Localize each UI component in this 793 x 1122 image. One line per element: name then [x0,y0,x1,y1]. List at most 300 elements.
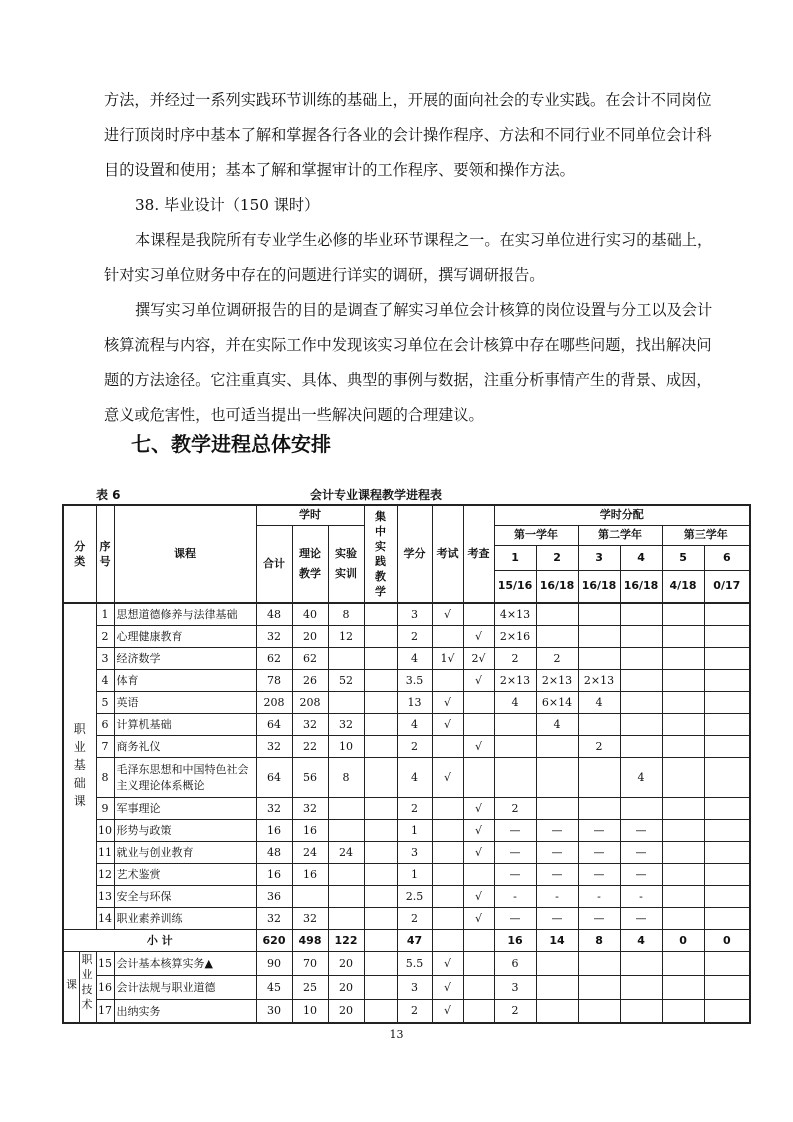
table-row [63,669,750,691]
cell-credits: 3 [397,603,432,625]
cell-exam: √ [432,603,463,625]
cell-check [463,999,494,1023]
subtotal-s4: 4 [620,929,662,951]
cell-exam [432,735,463,757]
cell-s1: 4×13 [494,603,536,625]
cell-credits: 4 [397,713,432,735]
cell-no: 8 [96,757,114,797]
subtotal-s3: 8 [578,929,620,951]
cell-s2 [536,797,578,819]
cell-check [463,975,494,999]
cell-s1: 3 [494,975,536,999]
cell-lab: 20 [328,999,364,1023]
table-row [63,797,750,819]
cell-s4: 4 [620,757,662,797]
cell-s2 [536,735,578,757]
cell-theory: 26 [292,669,328,691]
header-hours: 学时 [256,505,364,525]
cell-s4 [620,735,662,757]
cell-s2: — [536,819,578,841]
cell-s5 [662,907,704,929]
cell-s3 [578,713,620,735]
cell-name: 艺术鉴赏 [114,863,256,885]
cell-check: 2√ [463,647,494,669]
cell-s5 [662,951,704,975]
cell-s6 [704,951,750,975]
cell-theory: 62 [292,647,328,669]
cell-s3 [578,951,620,975]
header-semester-5: 5 [662,545,704,570]
cell-s1: 2 [494,797,536,819]
cell-s2: — [536,863,578,885]
cell-total: 36 [256,885,292,907]
cell-total: 32 [256,797,292,819]
cell-no: 11 [96,841,114,863]
cell-theory: 16 [292,819,328,841]
header-year3: 第三学年 [662,525,750,545]
cell-lab: 24 [328,841,364,863]
cell-s4 [620,975,662,999]
cell-credits: 4 [397,647,432,669]
cell-intensive [364,907,397,929]
cell-s6 [704,841,750,863]
header-category: 分类 [63,505,96,603]
cell-s2: 6×14 [536,691,578,713]
cell-s6 [704,999,750,1023]
cell-s4 [620,691,662,713]
cell-check: √ [463,797,494,819]
cell-s3: - [578,885,620,907]
cell-s3 [578,975,620,999]
cell-name: 商务礼仪 [114,735,256,757]
cell-name: 毛泽东思想和中国特色社会主义理论体系概论 [114,757,256,797]
cell-s4 [620,797,662,819]
cell-check [463,603,494,625]
cell-name: 思想道德修养与法律基础 [114,603,256,625]
subtotal-s1: 16 [494,929,536,951]
cell-s1 [494,735,536,757]
cell-theory: 56 [292,757,328,797]
cell-intensive [364,735,397,757]
cell-lab [328,885,364,907]
subtotal-check [463,929,494,951]
cell-check: √ [463,735,494,757]
cell-no: 10 [96,819,114,841]
cell-s5 [662,975,704,999]
cell-name: 安全与环保 [114,885,256,907]
subtotal-lab: 122 [328,929,364,951]
cell-s5 [662,713,704,735]
table-row [63,863,750,885]
cell-total: 62 [256,647,292,669]
table-row [63,735,750,757]
cell-intensive [364,625,397,647]
cell-lab: 10 [328,735,364,757]
cell-total: 48 [256,603,292,625]
header-exam: 考试 [432,505,463,603]
cell-s4 [620,669,662,691]
cell-credits: 3 [397,841,432,863]
cell-total: 32 [256,907,292,929]
cell-credits: 2 [397,907,432,929]
cell-s2 [536,625,578,647]
cell-s3: — [578,907,620,929]
cell-s2 [536,603,578,625]
header-credits: 学分 [397,505,432,603]
header-seq: 序号 [96,505,114,603]
cell-credits: 3.5 [397,669,432,691]
header-total: 合计 [256,525,292,603]
cell-theory [292,885,328,907]
cell-exam [432,819,463,841]
category-basic-courses: 职业基础课 [63,603,96,929]
header-weeks-6: 0/17 [704,570,750,603]
header-year2: 第二学年 [578,525,662,545]
cell-total: 78 [256,669,292,691]
cell-check: √ [463,669,494,691]
cell-name: 英语 [114,691,256,713]
subtotal-row [63,929,750,951]
cell-s1: — [494,841,536,863]
cell-s1: 2×13 [494,669,536,691]
header-intensive: 集中实践教学 [364,505,397,603]
table-row [63,951,750,975]
table-row [63,841,750,863]
cell-exam [432,669,463,691]
cell-check: √ [463,885,494,907]
cell-s4 [620,603,662,625]
cell-lab [328,647,364,669]
cell-s3: 2×13 [578,669,620,691]
cell-credits: 2 [397,999,432,1023]
cell-intensive [364,863,397,885]
cell-intensive [364,999,397,1023]
cell-theory: 10 [292,999,328,1023]
section-38-title: 38. 毕业设计（150 课时） [135,196,320,214]
body-paragraph-1: 方法，并经过一系列实践环节训练的基础上，开展的面向社会的专业实践。在会计不同岗位进行顶岗时序中基本了解和掌握各行各业的会计操作程序、方法和不同行业不同单位会计科目的设置和使用；基本了解和掌握审计的工作程序、要领和操作方法。 [104,91,712,179]
cell-theory: 32 [292,907,328,929]
cell-intensive [364,603,397,625]
cell-s6 [704,625,750,647]
cell-exam: √ [432,999,463,1023]
course-schedule-table [62,504,751,1024]
cell-s5 [662,625,704,647]
cell-s2: — [536,907,578,929]
cell-name: 会计基本核算实务▲ [114,951,256,975]
body-paragraph-3: 撰写实习单位调研报告的目的是调查了解实习单位会计核算的岗位设置与分工以及会计核算流程与内容，并在实际工作中发现该实习单位在会计核算中存在哪些问题，找出解决问题的方法途径。它注重真实、具体、典型的事例与数据，注重分析事情产生的背景、成因，意义或危害性，也可适当提出一些解决问题的合理建议。 [104,301,713,424]
cell-s4: — [620,907,662,929]
cell-total: 90 [256,951,292,975]
cell-s3: — [578,841,620,863]
cell-s6 [704,735,750,757]
cell-s5 [662,819,704,841]
cell-check: √ [463,625,494,647]
cell-exam: √ [432,713,463,735]
cell-s3 [578,797,620,819]
cell-s4 [620,951,662,975]
cell-s2 [536,951,578,975]
cell-no: 3 [96,647,114,669]
cell-s5 [662,669,704,691]
cell-name: 就业与创业教育 [114,841,256,863]
cell-s6 [704,863,750,885]
cell-no: 4 [96,669,114,691]
cell-lab: 20 [328,951,364,975]
header-distribution: 学时分配 [494,505,750,525]
cell-theory: 25 [292,975,328,999]
cell-s3 [578,603,620,625]
header-year1: 第一学年 [494,525,578,545]
cell-no: 14 [96,907,114,929]
cell-total: 16 [256,819,292,841]
cell-total: 45 [256,975,292,999]
cell-s1: 2 [494,647,536,669]
cell-name: 形势与政策 [114,819,256,841]
cell-s3: 2 [578,735,620,757]
section-heading: 七、教学进程总体安排 [131,432,331,456]
cell-credits: 2 [397,797,432,819]
cell-no: 12 [96,863,114,885]
cell-intensive [364,951,397,975]
header-course: 课程 [114,505,256,603]
cell-s2 [536,975,578,999]
cell-lab: 32 [328,713,364,735]
cell-exam [432,885,463,907]
cell-s1: - [494,885,536,907]
cell-theory: 40 [292,603,328,625]
table-title: 会计专业课程教学进程表 [310,488,443,502]
cell-s3 [578,647,620,669]
cell-s4 [620,647,662,669]
cell-s1: — [494,819,536,841]
cell-no: 7 [96,735,114,757]
cell-exam: √ [432,975,463,999]
subtotal-credits: 47 [397,929,432,951]
cell-s5 [662,797,704,819]
cell-total: 48 [256,841,292,863]
cell-exam [432,863,463,885]
cell-lab [328,819,364,841]
cell-exam: 1√ [432,647,463,669]
table-row [63,713,750,735]
cell-s6 [704,669,750,691]
cell-theory: 70 [292,951,328,975]
cell-s6 [704,975,750,999]
category-course-label: 课 职业技术 [63,951,96,1023]
cell-s5 [662,863,704,885]
cell-credits: 2 [397,735,432,757]
cell-s3 [578,625,620,647]
cell-theory: 32 [292,713,328,735]
table-row [63,999,750,1023]
cell-lab: 8 [328,757,364,797]
cell-check: √ [463,907,494,929]
cell-s3: — [578,819,620,841]
table-row [63,757,750,797]
table-row [63,647,750,669]
cell-theory: 24 [292,841,328,863]
header-semester-6: 6 [704,545,750,570]
subtotal-exam [432,929,463,951]
cell-check [463,713,494,735]
cell-no: 16 [96,975,114,999]
subtotal-s2: 14 [536,929,578,951]
cell-s6 [704,713,750,735]
cell-s2 [536,757,578,797]
cell-intensive [364,713,397,735]
cell-credits: 1 [397,863,432,885]
cell-no: 1 [96,603,114,625]
cell-s1 [494,713,536,735]
subtotal-s6: 0 [704,929,750,951]
table-row [63,691,750,713]
cell-s2: 2×13 [536,669,578,691]
cell-s1 [494,757,536,797]
table-row [63,603,750,625]
cell-intensive [364,669,397,691]
cell-theory: 22 [292,735,328,757]
header-lab: 实验实训 [328,525,364,603]
cell-exam: √ [432,757,463,797]
cell-s6 [704,797,750,819]
subtotal-total: 620 [256,929,292,951]
header-semester-4: 4 [620,545,662,570]
cell-check: √ [463,819,494,841]
cell-intensive [364,819,397,841]
header-weeks-1: 15/16 [494,570,536,603]
header-weeks-4: 16/18 [620,570,662,603]
cell-lab [328,907,364,929]
cell-s4: — [620,863,662,885]
cell-total: 208 [256,691,292,713]
table-row [63,819,750,841]
cell-s6 [704,819,750,841]
cell-name: 体育 [114,669,256,691]
cell-intensive [364,841,397,863]
header-semester-1: 1 [494,545,536,570]
cell-no: 17 [96,999,114,1023]
cell-s2 [536,999,578,1023]
cell-s4 [620,713,662,735]
cell-theory: 208 [292,691,328,713]
subtotal-intensive [364,929,397,951]
header-semester-2: 2 [536,545,578,570]
cell-total: 64 [256,713,292,735]
cell-s1: 2 [494,999,536,1023]
table-row [63,975,750,999]
cell-intensive [364,975,397,999]
header-semester-3: 3 [578,545,620,570]
cell-exam: √ [432,951,463,975]
cell-s6 [704,603,750,625]
cell-check [463,691,494,713]
cell-credits: 13 [397,691,432,713]
cell-s3 [578,757,620,797]
body-paragraph-2: 本课程是我院所有专业学生必修的毕业环节课程之一。在实习单位进行实习的基础上，针对实习单位财务中存在的问题进行详实的调研，撰写调研报告。 [104,231,713,284]
cell-check [463,863,494,885]
cell-intensive [364,797,397,819]
cell-credits: 2 [397,625,432,647]
cell-no: 5 [96,691,114,713]
cell-s5 [662,757,704,797]
cell-s1: — [494,863,536,885]
cell-name: 出纳实务 [114,999,256,1023]
cell-exam [432,625,463,647]
cell-theory: 16 [292,863,328,885]
header-weeks-5: 4/18 [662,570,704,603]
cell-s2: - [536,885,578,907]
cell-lab: 12 [328,625,364,647]
cell-s6 [704,907,750,929]
cell-credits: 2.5 [397,885,432,907]
header-check: 考查 [463,505,494,603]
table-row [63,885,750,907]
cell-exam: √ [432,691,463,713]
cell-intensive [364,647,397,669]
cell-s6 [704,647,750,669]
cell-s5 [662,885,704,907]
cell-total: 64 [256,757,292,797]
cell-total: 32 [256,625,292,647]
cell-no: 15 [96,951,114,975]
cell-total: 16 [256,863,292,885]
cell-name: 会计法规与职业道德 [114,975,256,999]
table-row [63,625,750,647]
cell-name: 计算机基础 [114,713,256,735]
cell-theory: 20 [292,625,328,647]
cell-credits: 4 [397,757,432,797]
cell-name: 军事理论 [114,797,256,819]
cell-s1: 6 [494,951,536,975]
cell-s5 [662,603,704,625]
cell-exam [432,907,463,929]
header-theory: 理论教学 [292,525,328,603]
cell-intensive [364,757,397,797]
cell-name: 心理健康教育 [114,625,256,647]
cell-theory: 32 [292,797,328,819]
subtotal-theory: 498 [292,929,328,951]
cell-lab [328,691,364,713]
cell-credits: 1 [397,819,432,841]
cell-s2: 2 [536,647,578,669]
cell-s4 [620,999,662,1023]
header-weeks-2: 16/18 [536,570,578,603]
cell-name: 职业素养训练 [114,907,256,929]
header-weeks-3: 16/18 [578,570,620,603]
cell-lab: 8 [328,603,364,625]
cell-s4: — [620,841,662,863]
cell-credits: 5.5 [397,951,432,975]
cell-s3: — [578,863,620,885]
cell-s6 [704,757,750,797]
cell-s2: — [536,841,578,863]
cell-s6 [704,691,750,713]
cell-intensive [364,691,397,713]
cell-s4: - [620,885,662,907]
cell-check: √ [463,841,494,863]
cell-exam [432,797,463,819]
cell-lab: 20 [328,975,364,999]
cell-total: 30 [256,999,292,1023]
cell-s3 [578,999,620,1023]
cell-s5 [662,691,704,713]
cell-check [463,757,494,797]
cell-credits: 3 [397,975,432,999]
cell-no: 13 [96,885,114,907]
cell-lab [328,863,364,885]
cell-no: 2 [96,625,114,647]
cell-s5 [662,647,704,669]
